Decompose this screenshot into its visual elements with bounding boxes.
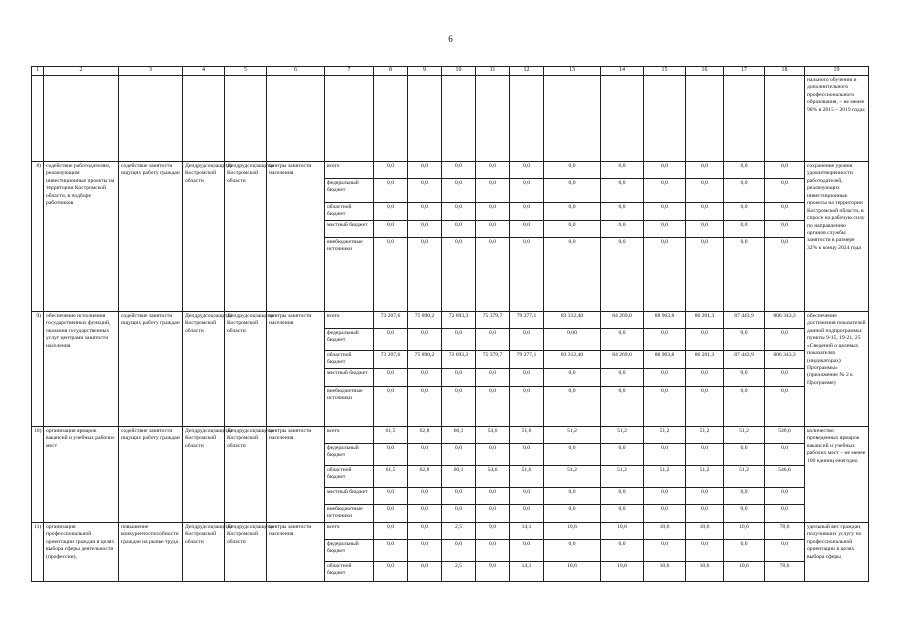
funding-value: 0,0 [476,368,510,386]
funding-value: 0,0 [476,386,510,426]
funding-source: всего [325,311,374,328]
funding-value: 0,0 [765,487,805,504]
column-number-row [32,67,869,76]
funding-value: 0,0 [476,328,510,350]
funding-value: 0,0 [408,237,442,311]
funding-value: 0,0 [724,539,765,561]
funding-value: 0,0 [374,487,408,504]
funding-value: 0,0 [510,179,544,203]
funding-value: 0,0 [765,504,805,522]
funding-source: внебюджетные источники [325,237,374,311]
column-number: 6 [267,67,325,76]
funding-source: внебюджетные источники [325,504,374,522]
column-number: 7 [325,67,374,76]
funding-value: 0,0 [644,386,686,426]
funding-value: 0,0 [408,203,442,221]
funding-value: 0,0 [601,504,644,522]
funding-value: 0,0 [510,203,544,221]
activity-measure: организация профессиональной ориентации граждан в целях выбора сферы деятельности (профессии), [44,522,119,581]
funding-value: 0,0 [442,220,476,237]
activity-sub-row [32,426,869,443]
funding-value: 0,0 [765,328,805,350]
funding-value: 0,0 [408,386,442,426]
funding-value: 0,0 [724,443,765,465]
funding-value: 0,0 [374,237,408,311]
funding-value: 0,0 [476,179,510,203]
funding-value: 0,0 [686,220,724,237]
funding-value: 0,0 [686,487,724,504]
funding-value: 0,0 [601,539,644,561]
funding-value: 51,2 [724,426,765,443]
funding-value: 0,0 [644,443,686,465]
funding-value: 0,0 [601,237,644,311]
activity-sub-row [32,311,869,328]
funding-value: 0,0 [765,443,805,465]
funding-value: 0,0 [601,328,644,350]
funding-value: 9,0 [476,561,510,581]
column-number: 12 [510,67,544,76]
activity-coexecutor: Депдрудсоцзащиты Костромской области [225,426,267,522]
funding-source: всего [325,426,374,443]
funding-value: 0,0 [644,487,686,504]
funding-value: 0,0 [408,220,442,237]
funding-value: 78,6 [765,522,805,539]
funding-value: 0,0 [724,162,765,179]
funding-value: 0,0 [442,487,476,504]
funding-value: 83 312,40 [544,311,601,328]
funding-value: 0,0 [408,522,442,539]
activity-executor: центры занятости населения [267,426,325,522]
funding-value: 0,0 [374,368,408,386]
activity-coexecutor: Депдрудсоцзащиты Костромской области [225,522,267,581]
funding-value: 0,0 [644,179,686,203]
activity-expected-result: удельный вес граждан, получивших услугу по профессиональной ориентации в целях выбора сферы [805,522,869,581]
funding-value: 10,6 [724,522,765,539]
funding-value: 83 312,40 [544,350,601,368]
funding-value: 2,5 [442,561,476,581]
funding-value: 0,0 [765,539,805,561]
funding-source: всего [325,522,374,539]
funding-source: областной бюджет [325,350,374,368]
funding-value: 0,0 [408,487,442,504]
activity-expected-result: обеспечение достижения показателей данной подпрограммы: пункты 9-15, 19-21, 25 «Сведений о целевых показателях (индикаторах) Программы» (приложение № 2 к Программе) [805,311,869,426]
funding-value: 0,0 [765,179,805,203]
funding-value: 84 269,0 [601,311,644,328]
funding-value: 73 207,6 [374,350,408,368]
funding-value: 61,5 [374,426,408,443]
funding-value: 78,6 [765,561,805,581]
activity-coexecutor: Депдрудсоцзащиты Костромской области [225,162,267,312]
column-number: 5 [225,67,267,76]
funding-value: 0,0 [510,443,544,465]
funding-value: 0,0 [442,539,476,561]
funding-source: внебюджетные источники [325,386,374,426]
funding-value: 0,0 [686,203,724,221]
funding-value: 0,0 [686,539,724,561]
funding-value: 51,2 [544,426,601,443]
funding-value: 0,0 [510,220,544,237]
funding-value: 0,0 [510,504,544,522]
funding-source: местный бюджет [325,220,374,237]
funding-value: 72 693,3 [442,311,476,328]
funding-value: 0,0 [476,203,510,221]
funding-value: 73 207,6 [374,311,408,328]
column-number: 16 [686,67,724,76]
funding-value: 51,2 [544,465,601,487]
funding-value: 0,0 [510,328,544,350]
funding-value: 0,0 [724,237,765,311]
funding-value: 0,0 [544,162,601,179]
funding-value: 51,2 [644,465,686,487]
column-number: 19 [805,67,869,76]
funding-value: 51,2 [601,426,644,443]
funding-value: 0,0 [476,487,510,504]
funding-value: 0,0 [544,504,601,522]
funding-value: 0,0 [724,220,765,237]
funding-value: 0,0 [442,386,476,426]
column-number: 2 [44,67,119,76]
funding-value: 0,0 [724,504,765,522]
funding-value: 0,0 [644,368,686,386]
funding-value: 51,2 [601,465,644,487]
funding-value: 0,0 [544,220,601,237]
funding-value: 0,0 [644,162,686,179]
funding-value: 0,0 [510,162,544,179]
activity-measure: организация ярмарок вакансий и учебных рабочих мест [44,426,119,522]
funding-value: 0,0 [442,237,476,311]
activity-measure: обеспечение исполнения государственных функций, оказания государственных услуг центрами занятости населения [44,311,119,426]
funding-value: 0,0 [408,561,442,581]
funding-value: 546,6 [765,426,805,443]
funding-value: 0,0 [644,539,686,561]
page-number: 6 [448,34,453,44]
funding-value: 0,0 [644,237,686,311]
funding-value: 51,6 [510,465,544,487]
funding-value: 0,0 [765,220,805,237]
funding-value: 0,0 [442,162,476,179]
funding-value: 0,0 [544,179,601,203]
funding-source: федеральный бюджет [325,179,374,203]
funding-value: 0,0 [601,386,644,426]
funding-value: 0,0 [644,220,686,237]
funding-value: 0,0 [724,487,765,504]
activity-program-task: содействие занятости ищущих работу граждан [119,162,183,312]
funding-value: 0,0 [510,539,544,561]
carry-over-result: нального обучения и дополнительного профессионального образования, – не менее 90% в 2015 – 2019 годах [805,76,869,162]
activity-index: 8) [32,162,44,312]
funding-value: 0,0 [724,386,765,426]
funding-value: 0,0 [686,162,724,179]
column-number: 14 [601,67,644,76]
activity-index: 10) [32,426,44,522]
funding-value: 0,0 [765,203,805,221]
funding-value: 0,0 [374,220,408,237]
funding-value: 0,0 [374,162,408,179]
funding-value: 75 379,7 [476,311,510,328]
funding-value: 9,0 [476,522,510,539]
funding-value: 0,0 [765,162,805,179]
activity-sub-row [32,522,869,539]
funding-value: 60,1 [442,426,476,443]
funding-value: 2,5 [442,522,476,539]
funding-value: 10,6 [644,522,686,539]
carry-over-row [32,76,869,162]
funding-value: 0,0 [686,368,724,386]
funding-value: 0,0 [601,179,644,203]
funding-value: 72 693,3 [442,350,476,368]
funding-source: областной бюджет [325,561,374,581]
funding-value: 14,1 [510,561,544,581]
funding-value: 0,0 [686,237,724,311]
funding-value: 0,0 [724,368,765,386]
funding-value: 0,0 [510,386,544,426]
column-number: 15 [644,67,686,76]
funding-value: 0,0 [476,504,510,522]
funding-value: 0,0 [544,386,601,426]
activity-program-task: повышение конкурентоспособности граждан на рынке труда [119,522,183,581]
column-number: 1 [32,67,44,76]
funding-value: 0,0 [601,368,644,386]
funding-value: 0,0 [374,179,408,203]
activity-program-task: содействие занятости ищущих работу граждан [119,426,183,522]
activity-responsible: Депдрудсоцзащиты Костромской области [183,311,225,426]
funding-value: 0,0 [442,203,476,221]
funding-value: 0,0 [765,386,805,426]
funding-value: 51,6 [510,426,544,443]
funding-value: 0,0 [442,328,476,350]
funding-value: 0,0 [601,220,644,237]
funding-value: 75 379,7 [476,350,510,368]
funding-value: 0,0 [374,522,408,539]
funding-value: 88 963,8 [644,311,686,328]
funding-value: 0,0 [724,328,765,350]
funding-value: 0,0 [476,237,510,311]
funding-value: 0,0 [765,368,805,386]
funding-source: федеральный бюджет [325,328,374,350]
funding-value: 10,6 [544,561,601,581]
funding-value: 0,0 [644,203,686,221]
funding-value: 0,0 [544,487,601,504]
activity-index: 11) [32,522,44,581]
funding-value: 0,0 [374,203,408,221]
funding-value: 0,0 [374,386,408,426]
funding-value: 84 269,0 [601,350,644,368]
funding-value: 0,0 [544,237,601,311]
column-number: 18 [765,67,805,76]
funding-value: 86 201,3 [686,350,724,368]
funding-value: 0,0 [644,504,686,522]
funding-value: 10,6 [686,561,724,581]
funding-value: 0,0 [408,179,442,203]
activity-responsible: Депдрудсоцзащиты Костромской области [183,522,225,581]
funding-value: 10,6 [724,561,765,581]
funding-value: 0,0 [408,328,442,350]
funding-value: 0,0 [476,220,510,237]
funding-value: 0,0 [686,386,724,426]
column-number: 8 [374,67,408,76]
funding-value: 0,0 [544,443,601,465]
funding-value: 0,0 [686,328,724,350]
funding-value: 0,0 [408,368,442,386]
funding-value: 0,0 [374,443,408,465]
funding-value: 75 890,2 [408,311,442,328]
funding-source: местный бюджет [325,368,374,386]
program-activities-table [31,66,869,582]
column-number: 11 [476,67,510,76]
funding-source: федеральный бюджет [325,539,374,561]
funding-value: 0,0 [686,504,724,522]
funding-value: 61,5 [374,465,408,487]
activity-index: 9) [32,311,44,426]
activity-executor: центры занятости населения [267,311,325,426]
activity-responsible: Депдрудсоцзащиты Костромской области [183,162,225,312]
funding-value: 54,6 [476,426,510,443]
funding-value: 0,0 [544,203,601,221]
funding-value: 10,6 [601,561,644,581]
funding-value: 0,0 [724,179,765,203]
funding-value: 10,6 [686,522,724,539]
activity-sub-row [32,162,869,179]
funding-value: 0,0 [408,162,442,179]
funding-value: 79 277,1 [510,350,544,368]
funding-value: 0,0 [374,539,408,561]
funding-value: 0,0 [442,443,476,465]
activity-expected-result: сохранение уровня удовлетворенности работодателей, реализующих инвестиционные проекты на территории Костромской области, в спросе на рабочую силу по направлению органов службы занятости в размере 32% к концу 2024 года [805,162,869,312]
funding-value: 88 963,8 [644,350,686,368]
funding-value: 10,6 [601,522,644,539]
funding-value: 86 201,3 [686,311,724,328]
funding-value: 0,0 [476,162,510,179]
funding-value: 0,0 [408,539,442,561]
activity-coexecutor: Депдрудсоцзащиты Костромской области [225,311,267,426]
funding-value: 0,0 [374,561,408,581]
funding-value: 87 443,9 [724,311,765,328]
funding-source: всего [325,162,374,179]
funding-value: 51,2 [644,426,686,443]
funding-value: 0,0 [601,162,644,179]
funding-value: 0,0 [442,504,476,522]
funding-value: 0,0 [510,368,544,386]
funding-value: 0,0 [724,203,765,221]
column-number: 3 [119,67,183,76]
funding-value: 0,0 [408,504,442,522]
funding-value: 0,0 [510,237,544,311]
funding-value: 546,6 [765,465,805,487]
funding-value: 0,0 [544,539,601,561]
funding-value: 0,0 [442,368,476,386]
activity-executor: центры занятости населения [267,522,325,581]
activity-measure: содействие работодателям, реализующим инвестиционные проекты на территории Костромской области, в подборе работников [44,162,119,312]
funding-source: областной бюджет [325,203,374,221]
activity-expected-result: количество проведенных ярмарок вакансий и учебных рабочих мест – не менее 100 единиц ежегодно [805,426,869,522]
funding-value: 62,8 [408,465,442,487]
funding-value: 0,0 [374,328,408,350]
funding-value: 806 343,3 [765,311,805,328]
funding-value: 0,0 [476,539,510,561]
funding-value: 0,0 [644,328,686,350]
funding-value: 54,6 [476,465,510,487]
funding-value: 87 443,9 [724,350,765,368]
funding-value: 51,2 [686,465,724,487]
activity-program-task: содействие занятости ищущих работу граждан [119,311,183,426]
funding-value: 75 890,2 [408,350,442,368]
funding-value: 79 277,1 [510,311,544,328]
column-number: 4 [183,67,225,76]
column-number: 13 [544,67,601,76]
funding-value: 0,0 [544,368,601,386]
column-number: 17 [724,67,765,76]
funding-value: 0,0 [686,443,724,465]
funding-value: 0,00 [544,328,601,350]
funding-value: 0,0 [601,443,644,465]
funding-source: областной бюджет [325,465,374,487]
funding-value: 0,0 [510,487,544,504]
funding-value: 0,0 [601,487,644,504]
funding-value: 10,6 [544,522,601,539]
funding-source: федеральный бюджет [325,443,374,465]
funding-value: 0,0 [442,179,476,203]
funding-value: 0,0 [374,504,408,522]
activity-responsible: Депдрудсоцзащиты Костромской области [183,426,225,522]
funding-source: местный бюджет [325,487,374,504]
column-number: 10 [442,67,476,76]
funding-value: 806 343,3 [765,350,805,368]
funding-value: 51,2 [686,426,724,443]
funding-value: 0,0 [408,443,442,465]
funding-value: 51,2 [724,465,765,487]
activity-executor: центры занятости населения [267,162,325,312]
funding-value: 0,0 [601,203,644,221]
funding-value: 10,6 [644,561,686,581]
column-number: 9 [408,67,442,76]
funding-value: 0,0 [765,237,805,311]
funding-value: 14,1 [510,522,544,539]
funding-value: 60,1 [442,465,476,487]
funding-value: 62,8 [408,426,442,443]
funding-value: 0,0 [476,443,510,465]
funding-value: 0,0 [686,179,724,203]
